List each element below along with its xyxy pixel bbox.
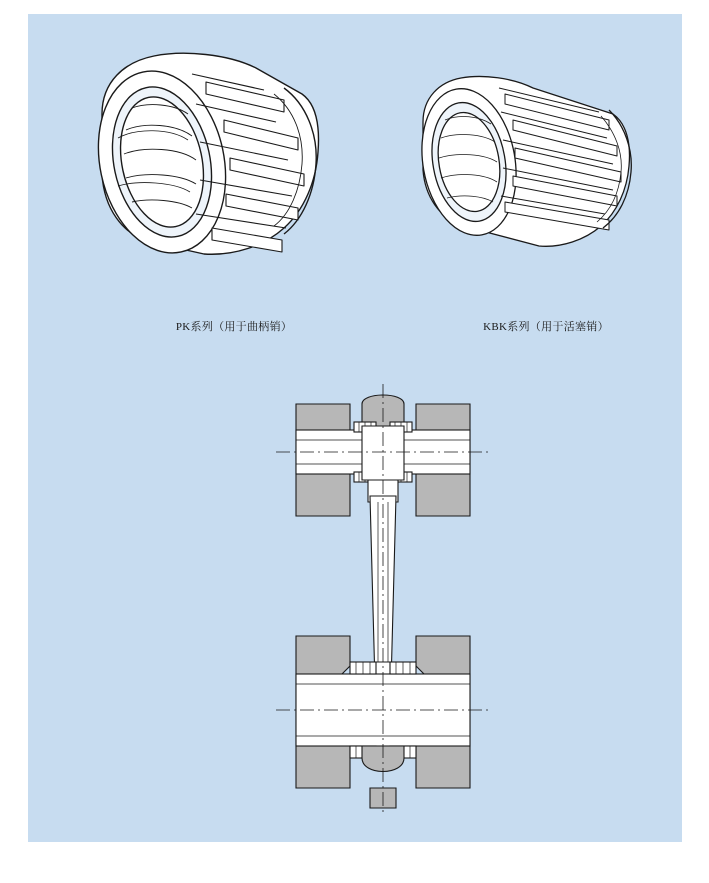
bearing-pk-illustration: [88, 42, 328, 292]
caption-pk: PK系列（用于曲柄销）: [175, 321, 293, 333]
caption-kbk: KBK系列（用于活塞销）: [483, 321, 609, 333]
connecting-rod-illustration: [258, 384, 508, 814]
illustration-panel: [28, 14, 682, 842]
bearing-kbk-illustration: [413, 66, 638, 266]
